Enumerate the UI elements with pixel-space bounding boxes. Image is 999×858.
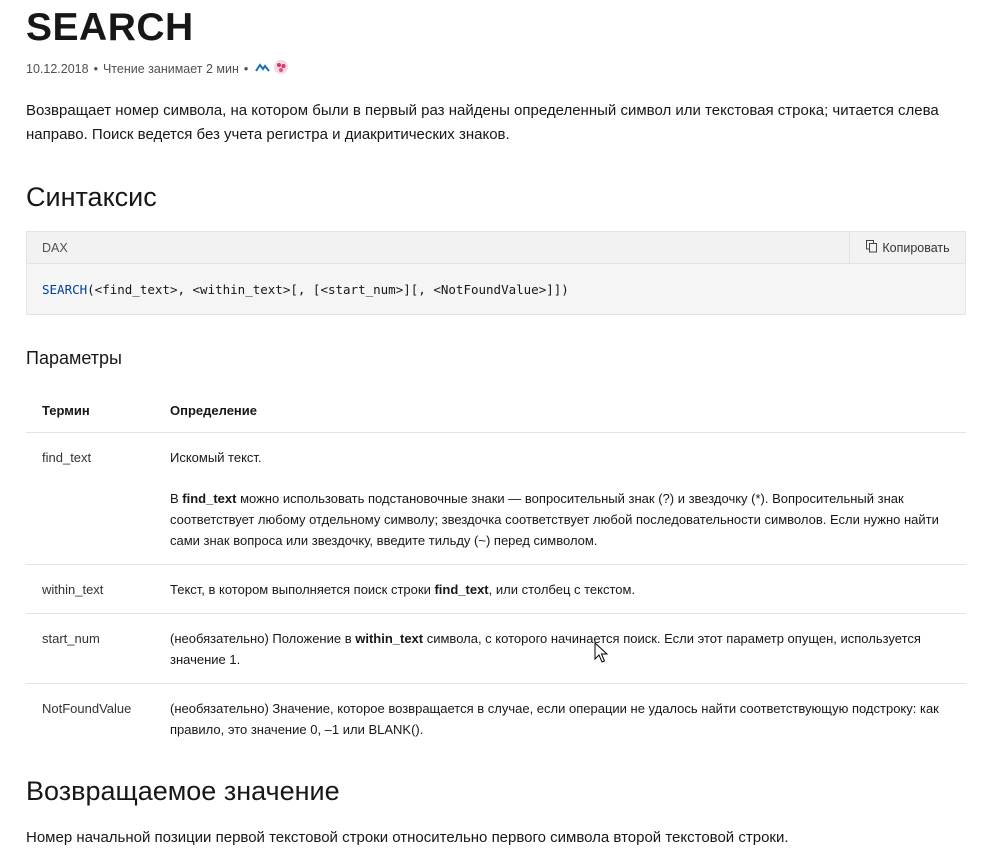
- page-title: SEARCH: [26, 6, 194, 49]
- param-term: find_text: [26, 433, 154, 565]
- param-definition: [154, 433, 966, 565]
- column-header-definition: Определение: [154, 390, 966, 433]
- copy-label: Копировать: [882, 240, 950, 255]
- code-block: [26, 231, 966, 315]
- read-time: Чтение занимает 2 мин: [102, 61, 239, 76]
- param-definition: (необязательно) Значение, которое возвращается в случае, если операции не удалось найти соответствующую подстроку: как правило, это значение 0, –1 или BLANK().: [170, 701, 939, 737]
- contributor-avatar-icon[interactable]: [255, 61, 270, 76]
- table-row: [26, 433, 966, 565]
- table-row: [26, 565, 966, 614]
- param-definition: (необязательно) Положение в within_text символа, с которого начинается поиск. Если этот параметр опущен, используется значение 1.: [154, 614, 966, 684]
- meta-separator: •: [93, 61, 98, 76]
- param-ref: find_text: [434, 582, 489, 597]
- code-header: [27, 232, 965, 264]
- definition-text: Искомый текст.: [170, 450, 262, 465]
- column-header-term: Термин: [26, 390, 154, 433]
- return-value-heading: Возвращаемое значение: [26, 776, 340, 806]
- parameters-table: [26, 390, 966, 753]
- code-language-label: DAX: [42, 241, 68, 255]
- param-ref: within_text: [355, 631, 424, 646]
- meta-separator: •: [243, 61, 249, 76]
- copy-button[interactable]: [849, 232, 965, 263]
- return-value-text: Номер начальной позиции первой текстовой строки относительно первого символа второй текстовой строки.: [26, 829, 789, 846]
- code-content: [27, 264, 965, 315]
- code-function-name: SEARCH: [42, 282, 88, 297]
- param-definition: Текст, в котором выполняется поиск строки find_text, или столбец с текстом.: [154, 565, 966, 614]
- param-ref: find_text: [182, 491, 237, 506]
- intro-paragraph: Возвращает номер символа, на котором были в первый раз найдены определенный символ или текстовая строка; читается слева направо. Поиск ведется без учета регистра и диакритических знаков.: [26, 102, 939, 143]
- contributors[interactable]: [255, 59, 289, 78]
- param-term: start_num: [26, 614, 154, 684]
- code-arguments: (<find_text>, <within_text>[, [<start_num>][, <NotFoundValue>]]): [87, 282, 569, 297]
- table-header-row: [26, 390, 966, 433]
- table-row: [26, 684, 966, 754]
- table-row: [26, 614, 966, 684]
- article-metadata: [26, 59, 289, 78]
- syntax-heading: Синтаксис: [26, 182, 157, 212]
- copy-icon: [865, 239, 878, 256]
- definition-text: В find_text можно использовать подстановочные знаки — вопросительный знак (?) и звездочку (*). Вопросительный знак соответствует любому отдельному символу; звездочка соответствует любой последовательности символов. Если нужно найти сами знак вопроса или звездочку, введите тильду (~) перед символом.: [170, 491, 939, 548]
- param-term: NotFoundValue: [42, 701, 132, 716]
- parameters-heading: Параметры: [26, 348, 122, 368]
- contributor-avatar-icon[interactable]: [273, 59, 289, 78]
- param-term: within_text: [26, 565, 154, 614]
- mouse-cursor-icon: [594, 642, 608, 669]
- article-date: 10.12.2018: [26, 61, 89, 76]
